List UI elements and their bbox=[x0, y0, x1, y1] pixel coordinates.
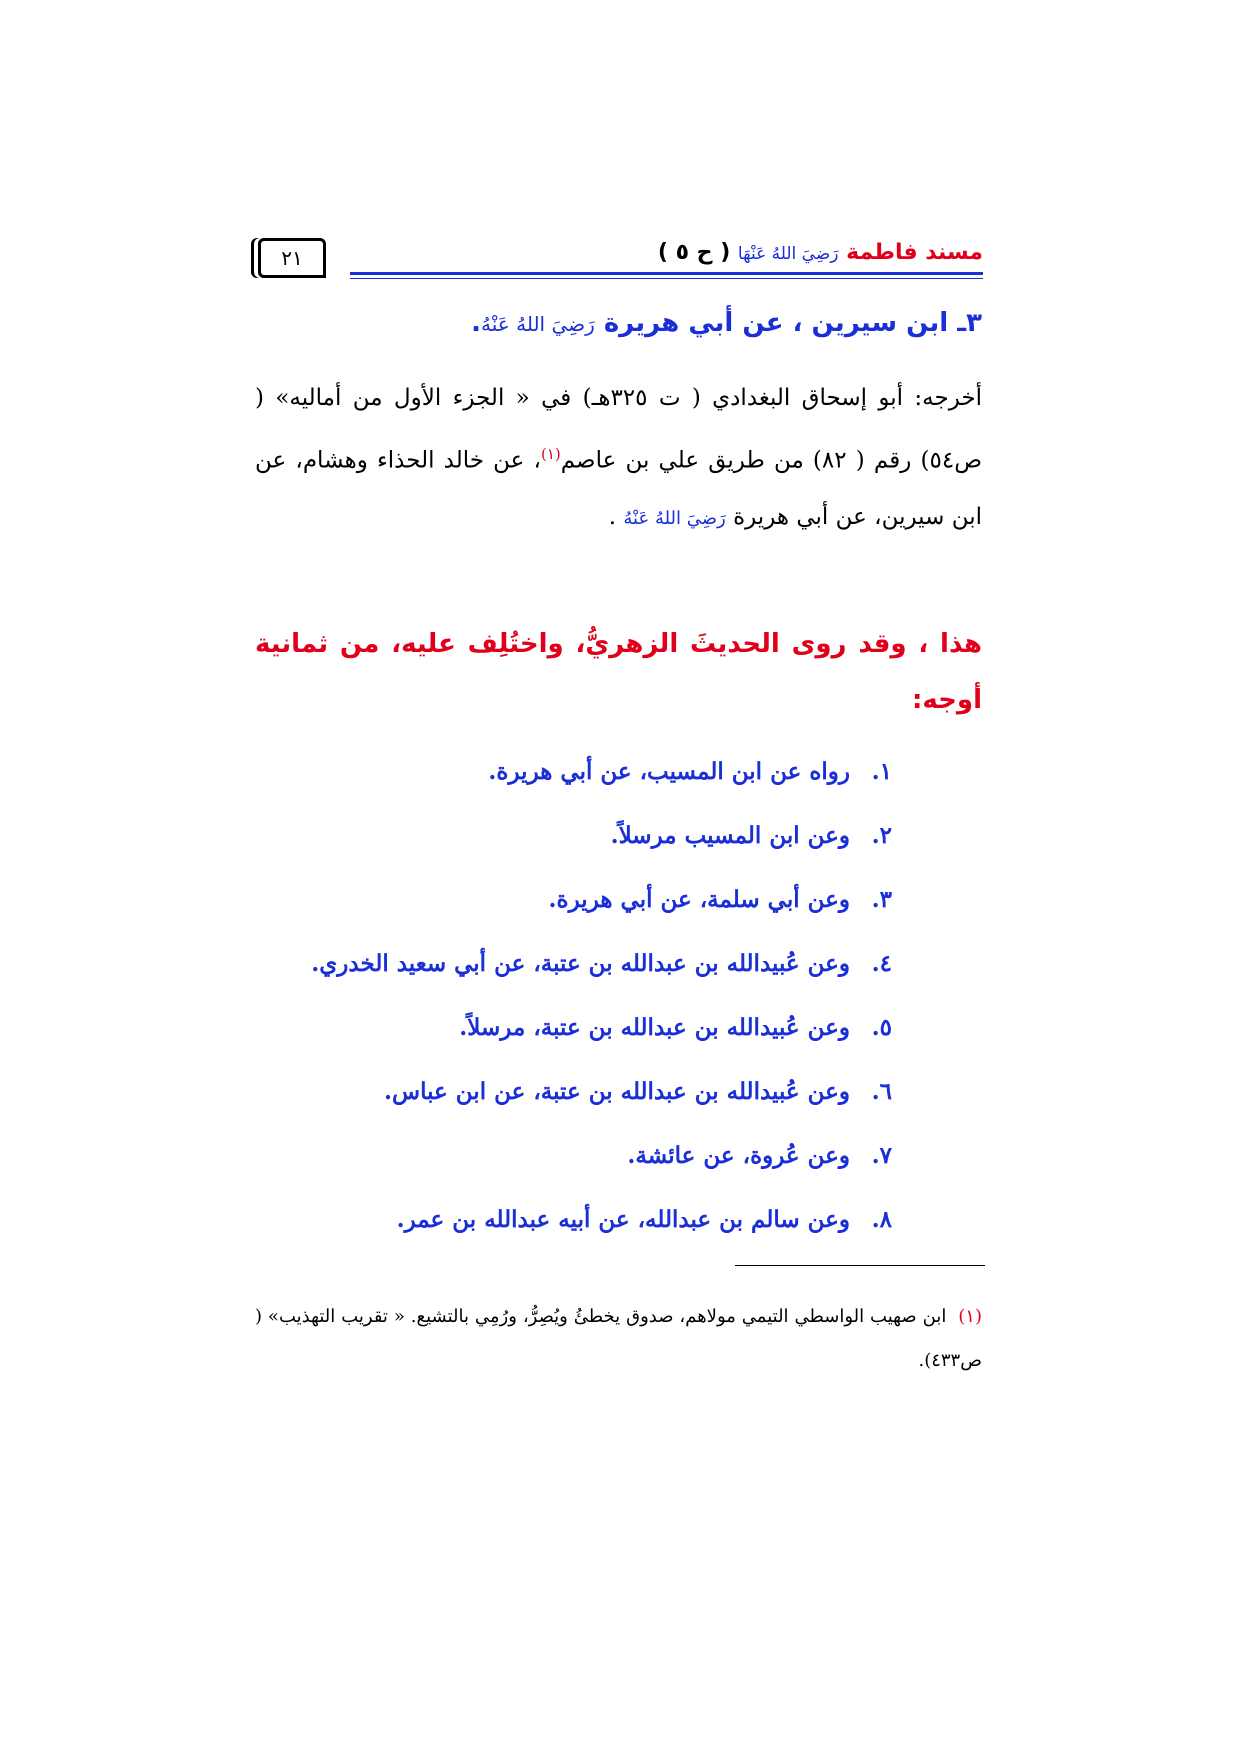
list-item bbox=[252, 932, 892, 996]
footnote-separator bbox=[735, 1265, 985, 1266]
list-item-number: ٥. bbox=[871, 1014, 892, 1041]
footnote-number: (١) bbox=[958, 1306, 982, 1327]
list-item-number: ٧. bbox=[871, 1142, 892, 1169]
footnote-reference[interactable]: (١) bbox=[540, 445, 561, 463]
list-item bbox=[252, 1124, 892, 1188]
running-title-volume: ( ح ٥ ) bbox=[657, 240, 731, 265]
section-heading-honorific: رَضِيَ اللهُ عَنْهُ bbox=[481, 312, 595, 336]
list-item-number: ١. bbox=[871, 758, 892, 785]
list-item bbox=[252, 996, 892, 1060]
list-item-number: ٨. bbox=[871, 1206, 892, 1233]
list-item-text: وعن أبي سلمة، عن أبي هريرة. bbox=[548, 886, 850, 913]
section-heading-text: ٣ـ ابن سيرين ، عن أبي هريرة bbox=[603, 308, 982, 338]
section-heading bbox=[471, 308, 982, 338]
footnote-text: ابن صهيب الواسطي التيمي مولاهم، صدوق يخطئُ ويُصِرُّ، ورُمِي بالتشيع. « تقريب التهذيب» ( ص٤٣٣). bbox=[255, 1306, 982, 1371]
list-item-number: ٤. bbox=[871, 950, 892, 977]
list-item-text: وعن ابن المسيب مرسلاً. bbox=[610, 822, 850, 849]
takhrij-honorific: رَضِيَ اللهُ عَنْهُ bbox=[623, 507, 726, 529]
list-item-number: ٦. bbox=[871, 1078, 892, 1105]
page-header bbox=[258, 238, 983, 272]
list-item bbox=[252, 1060, 892, 1124]
running-title bbox=[658, 238, 983, 269]
list-item-text: وعن عُبيدالله بن عبدالله بن عتبة، مرسلاً. bbox=[459, 1014, 850, 1041]
list-item-text: وعن سالم بن عبدالله، عن أبيه عبدالله بن عمر. bbox=[396, 1206, 850, 1233]
list-item bbox=[252, 804, 892, 868]
takhrij-text-part1: أخرجه: أبو إسحاق البغدادي ( ت ٣٢٥هـ) في « الجزء الأول من أماليه» ( ص٥٤) رقم ( ٨٢) من طريق علي بن عاصم bbox=[255, 385, 982, 474]
header-rule-thin bbox=[350, 278, 983, 279]
list-item-number: ٢. bbox=[871, 822, 892, 849]
header-rule bbox=[350, 272, 983, 275]
list-item-text: وعن عُبيدالله بن عبدالله بن عتبة، عن أبي سعيد الخدري. bbox=[311, 950, 850, 977]
list-item-text: رواه عن ابن المسيب، عن أبي هريرة. bbox=[488, 758, 850, 785]
list-item-text: وعن عُبيدالله بن عبدالله بن عتبة، عن ابن عباس. bbox=[384, 1078, 850, 1105]
list-item bbox=[252, 1188, 892, 1252]
list-item-number: ٣. bbox=[871, 886, 892, 913]
list-item-text: وعن عُروة، عن عائشة. bbox=[627, 1142, 850, 1169]
wujuh-list bbox=[252, 740, 892, 1252]
list-item bbox=[252, 868, 892, 932]
running-title-honorific: رَضِيَ اللهُ عَنْهَا bbox=[737, 244, 839, 264]
takhrij-paragraph bbox=[255, 370, 982, 547]
list-item bbox=[252, 740, 892, 804]
wujuh-heading: هذا ، وقد روى الحديثَ الزهريُّ، واختُلِف عليه، من ثمانية أوجه: bbox=[255, 629, 982, 715]
page-number: ٢١ bbox=[258, 238, 326, 278]
footnote bbox=[255, 1295, 982, 1383]
section-heading-end: . bbox=[471, 308, 482, 338]
running-title-name: مسند فاطمة bbox=[846, 240, 983, 265]
takhrij-text-part3: . bbox=[608, 503, 624, 530]
takhrij-text-part2: ، عن خالد الحذاء وهشام، عن ابن سيرين، عن أبي هريرة bbox=[255, 447, 982, 530]
